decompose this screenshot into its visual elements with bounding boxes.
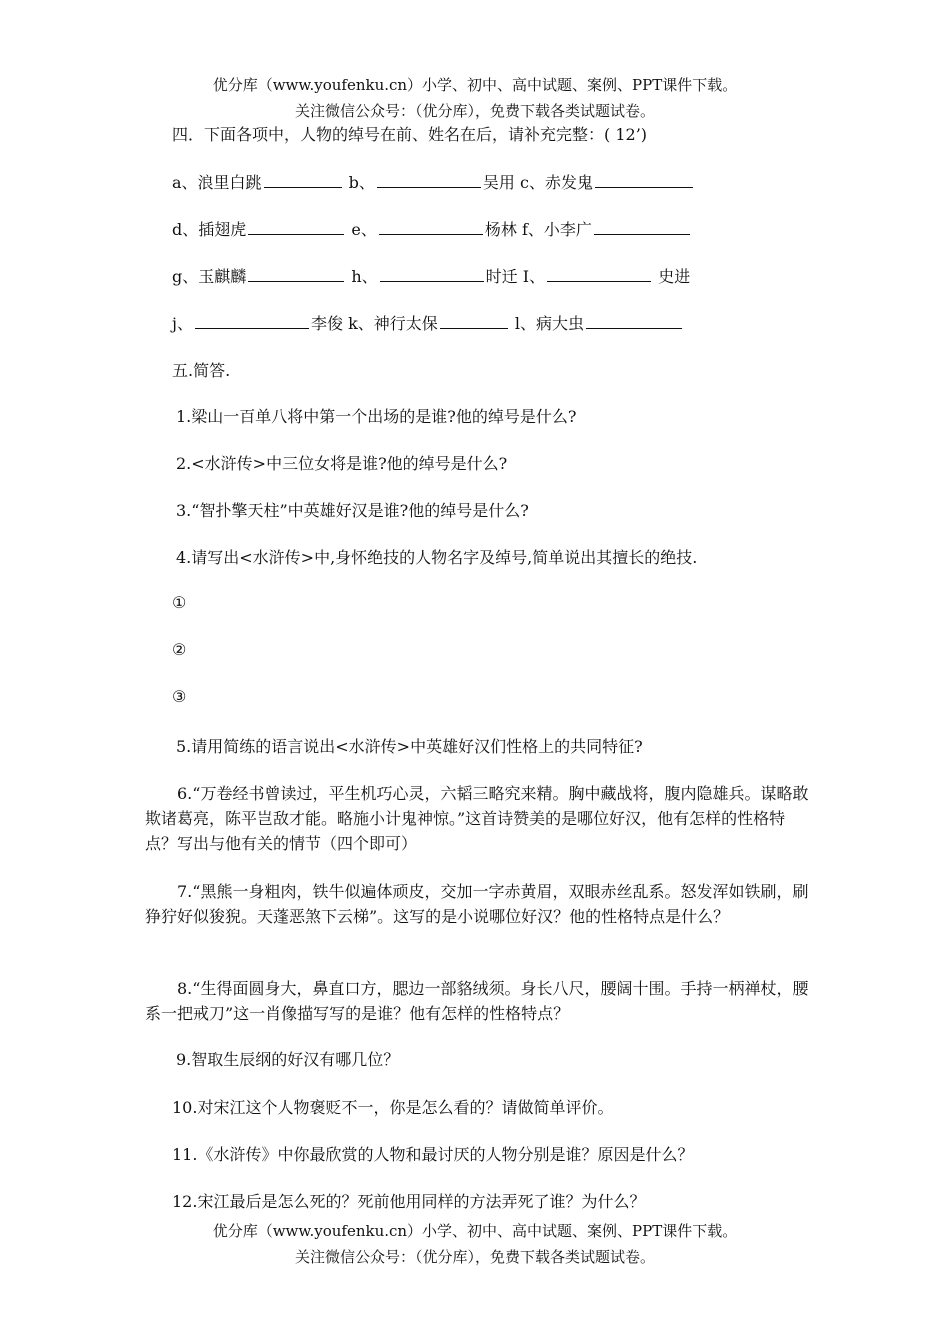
blank-d[interactable] bbox=[248, 218, 344, 235]
fill-row-1 bbox=[172, 170, 695, 193]
item-k: k、神行太保 bbox=[348, 314, 438, 333]
item-d: d、插翅虎 bbox=[172, 220, 247, 239]
footer-line-2: 关注微信公众号：（优分库），免费下载各类试题试卷。 bbox=[294, 1248, 655, 1266]
blank-c[interactable] bbox=[595, 171, 693, 188]
fill-row-4 bbox=[172, 311, 684, 334]
blank-l[interactable] bbox=[586, 312, 682, 329]
question-5: 5.请用简练的语言说出<水浒传>中英雄好汉们性格上的共同特征? bbox=[176, 737, 643, 756]
question-10: 10.对宋江这个人物褒贬不一，你是怎么看的？请做简单评价。 bbox=[172, 1098, 614, 1117]
fill-row-2 bbox=[172, 217, 692, 240]
blank-f[interactable] bbox=[594, 218, 690, 235]
item-j-name: 李俊 bbox=[310, 314, 343, 333]
item-e: e、 bbox=[351, 220, 377, 239]
blank-i[interactable] bbox=[547, 265, 651, 282]
blank-b[interactable] bbox=[377, 171, 481, 188]
item-h-name: 时迁 bbox=[485, 267, 518, 286]
item-f: f、小李广 bbox=[521, 220, 592, 239]
item-i-name: 史进 bbox=[658, 267, 691, 286]
question-1: 1.梁山一百单八将中第一个出场的是谁?他的绰号是什么? bbox=[176, 407, 577, 426]
question-7: 7.“黑熊一身粗肉，铁牛似遍体顽皮，交加一字赤黄眉，双眼赤丝乱系。怒发浑如铁刷，刷狰狞好似狻猊。天蓬恶煞下云梯”。这写的是小说哪位好汉？他的性格特点是什么？ bbox=[145, 882, 809, 926]
question-3: 3.“智扑擎天柱”中英雄好汉是谁?他的绰号是什么? bbox=[176, 501, 529, 520]
answer-marker-1: ① bbox=[172, 593, 187, 612]
section-5-title: 五.简答. bbox=[172, 361, 231, 380]
fill-row-3 bbox=[172, 264, 690, 287]
question-12: 12.宋江最后是怎么死的？死前他用同样的方法弄死了谁？为什么？ bbox=[172, 1192, 646, 1211]
item-e-name: 杨林 bbox=[484, 220, 517, 239]
blank-g[interactable] bbox=[248, 265, 344, 282]
blank-a[interactable] bbox=[264, 171, 342, 188]
blank-k[interactable] bbox=[440, 312, 508, 329]
item-b-name: 吴用 bbox=[482, 173, 515, 192]
question-4: 4.请写出<水浒传>中,身怀绝技的人物名字及绰号,简单说出其擅长的绝技. bbox=[176, 548, 698, 567]
item-j: j、 bbox=[172, 314, 193, 333]
section-4-title: 四．下面各项中，人物的绰号在前、姓名在后，请补充完整：( 12’) bbox=[172, 125, 648, 144]
blank-j[interactable] bbox=[195, 312, 309, 329]
question-8: 8.“生得面圆身大，鼻直口方，腮边一部貉绒须。身长八尺，腰阔十围。手持一柄禅杖，腰系一把戒刀”这一肖像描写写的是谁？他有怎样的性格特点？ bbox=[145, 979, 809, 1023]
item-l: l、病大虫 bbox=[514, 314, 584, 333]
header-line-2: 关注微信公众号：（优分库），免费下载各类试题试卷。 bbox=[294, 102, 655, 120]
item-b: b、 bbox=[348, 173, 375, 192]
item-a: a、浪里白跳 bbox=[172, 173, 262, 192]
question-11: 11.《水浒传》中你最欣赏的人物和最讨厌的人物分别是谁？原因是什么？ bbox=[172, 1145, 694, 1164]
header-line-1: 优分库（www.youfenku.cn）小学、初中、高中试题、案例、PPT课件下载。 bbox=[212, 76, 738, 94]
blank-h[interactable] bbox=[380, 265, 484, 282]
question-6: 6.“万卷经书曾读过，平生机巧心灵，六韬三略究来精。胸中藏战将，腹内隐雄兵。谋略敢欺诸葛亮，陈平岂敌才能。略施小计鬼神惊。”这首诗赞美的是哪位好汉，他有怎样的性格特点？写出与他有关的情节（四个即可） bbox=[145, 784, 809, 853]
question-2: 2.<水浒传>中三位女将是谁?他的绰号是什么? bbox=[176, 454, 508, 473]
answer-marker-3: ③ bbox=[172, 687, 187, 706]
footer-line-1: 优分库（www.youfenku.cn）小学、初中、高中试题、案例、PPT课件下载。 bbox=[212, 1222, 738, 1240]
blank-e[interactable] bbox=[379, 218, 483, 235]
item-h: h、 bbox=[351, 267, 378, 286]
item-c: c、赤发鬼 bbox=[520, 173, 593, 192]
item-i: I、 bbox=[522, 267, 546, 286]
item-g: g、玉麒麟 bbox=[172, 267, 247, 286]
answer-marker-2: ② bbox=[172, 640, 187, 659]
question-9: 9.智取生辰纲的好汉有哪几位？ bbox=[176, 1050, 400, 1069]
